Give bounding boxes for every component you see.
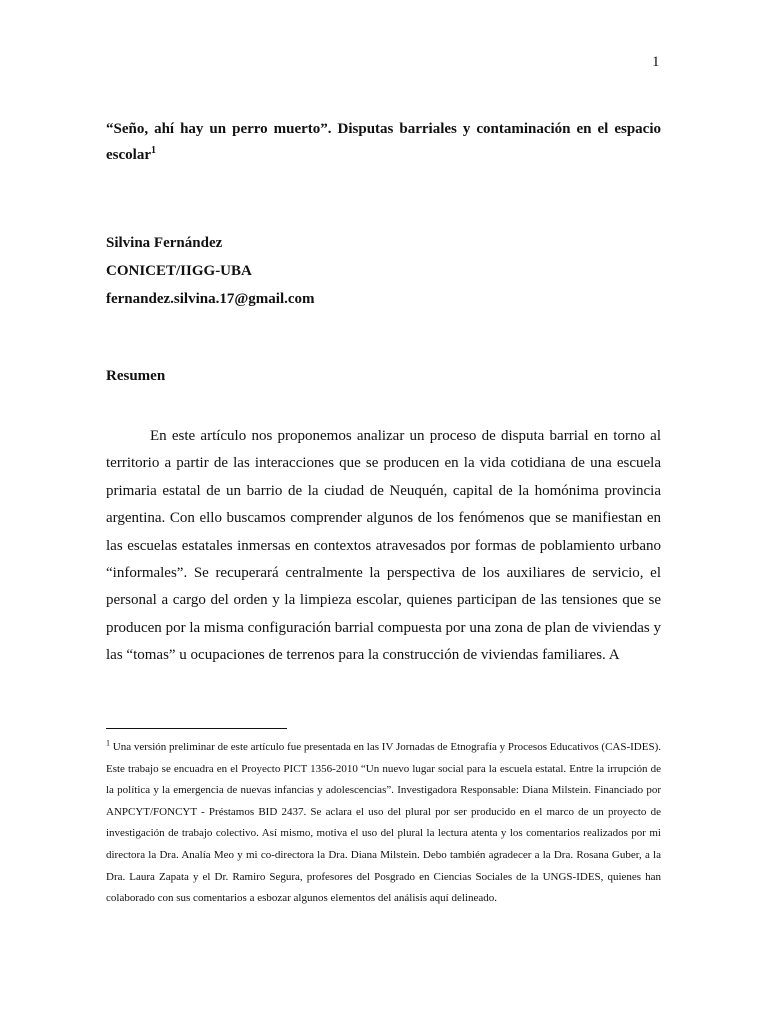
abstract-paragraph: En este artículo nos proponemos analizar un proceso de disputa barrial en torno al territorio a partir de las interacciones que se producen en la vida cotidiana de una escuela primaria estatal de un barrio de la ciudad de Neuquén, capital de la homónima provincia argentina. Con ello buscamos comprender algunos de los fenómenos que se manifiestan en las escuelas estatales inmersas en contextos atravesados por formas de poblamiento urbano “informales”. Se recuperará centralmente la perspectiva de los auxiliares de servicio, el personal a cargo del orden y la limpieza escolar, quienes participan de las tensiones que se producen por la misma configuración barrial compuesta por una zona de plan de viviendas y las “tomas” u ocupaciones de terrenos para la construcción de viviendas familiares. A [106,428,661,664]
article-title-text: “Seño, ahí hay un perro muerto”. Disputas barriales y contaminación en el espacio escolar [106,121,661,163]
author-block [106,229,661,313]
title-footnote-marker: 1 [150,145,156,156]
page-number: 1 [652,54,660,70]
footnote-separator [106,728,287,729]
footnote [106,737,661,910]
abstract-heading: Resumen [106,368,166,384]
footnote-text: Una versión preliminar de este artículo fue presentada en las IV Jornadas de Etnografía y Procesos Educativos (CAS-IDES). Este trabajo se encuadra en el Proyecto PICT 1356-2010 “Un nuevo lugar social para la escuela estatal. Entre la irrupción de la política y la emergencia de nuevas infancias y adolescencias”. Investigadora Responsable: Diana Milstein. Financiado por ANPCYT/FONCYT - Préstamos BID 2437. Se aclara el uso del plural por ser producido en el marco de un proyecto de investigación de trabajo colectivo. Así mismo, motiva el uso del plural la lectura atenta y los comentarios realizados por mi directora la Dra. Analía Meo y mi co-directora la Dra. Diana Milstein. Debo también agradecer a la Dra. Rosana Guber, a la Dra. Laura Zapata y el Dr. Ramiro Segura, profesores del Posgrado en Ciencias Sociales de la UNGS-IDES, quienes han colaborado con sus comentarios a esbozar algunos elementos del análisis aquí delineado. [106,741,661,905]
author-name: Silvina Fernández [106,235,223,251]
footnote-marker: 1 [106,738,110,748]
author-email: fernandez.silvina.17@gmail.com [106,291,315,307]
author-affiliation: CONICET/IIGG-UBA [106,263,252,279]
article-title [106,116,661,168]
